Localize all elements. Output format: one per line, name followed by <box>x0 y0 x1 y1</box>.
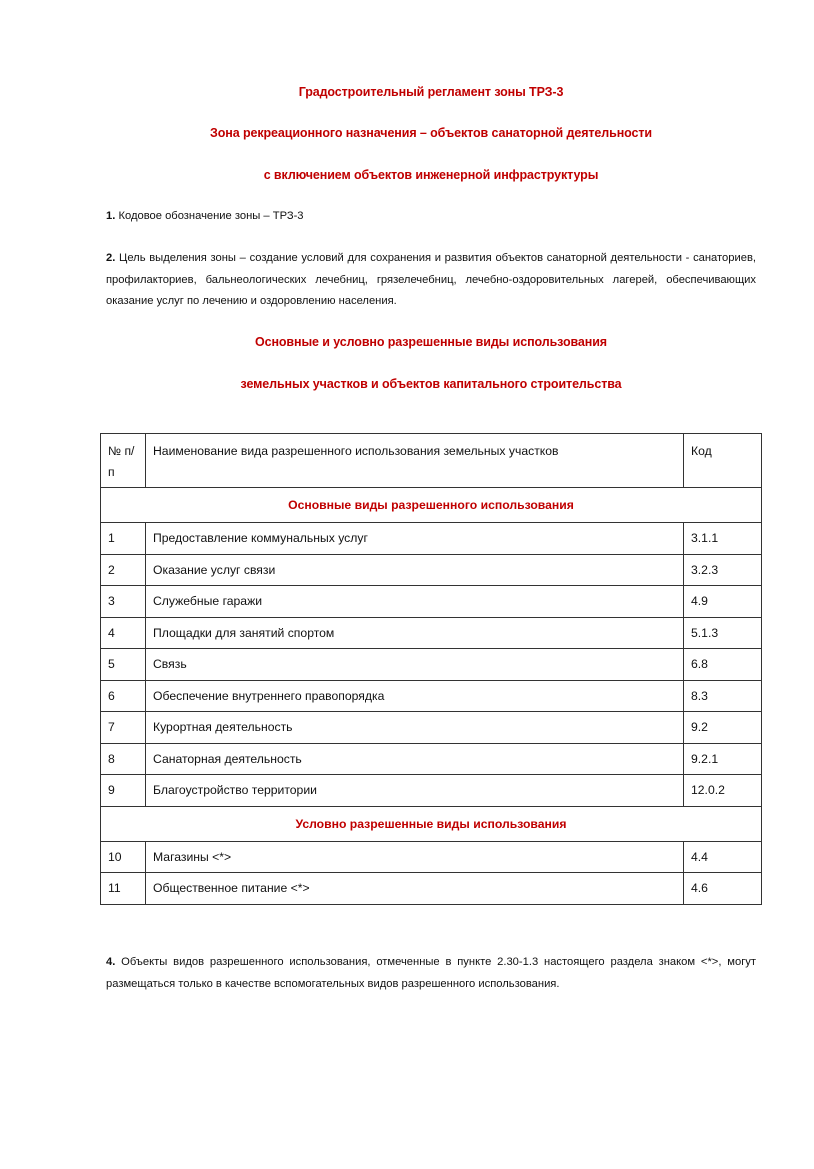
row-num: 3 <box>101 586 146 618</box>
row-name: Санаторная деятельность <box>146 743 684 775</box>
row-name: Курортная деятельность <box>146 712 684 744</box>
paragraph-1-number: 1. <box>106 210 116 222</box>
row-num: 10 <box>101 841 146 873</box>
row-code: 4.9 <box>684 586 762 618</box>
paragraph-4 <box>106 952 756 995</box>
row-name: Благоустройство территории <box>146 775 684 807</box>
table-row <box>101 586 762 618</box>
row-code: 9.2.1 <box>684 743 762 775</box>
header-code: Код <box>684 434 762 488</box>
row-num: 5 <box>101 649 146 681</box>
row-name: Магазины <*> <box>146 841 684 873</box>
section-row-conditional <box>101 806 762 841</box>
header-num: № п/п <box>101 434 146 488</box>
row-name: Служебные гаражи <box>146 586 684 618</box>
land-use-table <box>100 433 762 905</box>
row-num: 8 <box>101 743 146 775</box>
document-subtitle-line1: Зона рекреационного назначения – объектов санаторной деятельности <box>210 126 652 140</box>
paragraph-1-text: Кодовое обозначение зоны – ТРЗ-3 <box>115 210 304 222</box>
table-row <box>101 873 762 905</box>
row-num: 9 <box>101 775 146 807</box>
row-num: 1 <box>101 523 146 555</box>
table-row <box>101 649 762 681</box>
paragraph-2 <box>106 248 756 313</box>
paragraph-1 <box>106 206 756 228</box>
row-code: 9.2 <box>684 712 762 744</box>
row-name: Общественное питание <*> <box>146 873 684 905</box>
section-conditional-label: Условно разрешенные виды использования <box>101 806 762 841</box>
section-heading-line1: Основные и условно разрешенные виды использования <box>254 335 608 349</box>
paragraph-2-number: 2. <box>106 252 116 264</box>
table-row <box>101 617 762 649</box>
paragraph-4-text: Объекты видов разрешенного использования, отмеченные в пункте 2.30-1.3 настоящего раздела знаком <*>, могут размещаться только в качестве вспомогательных видов разрешенного использования. <box>106 956 756 990</box>
row-name: Площадки для занятий спортом <box>146 617 684 649</box>
row-code: 4.4 <box>684 841 762 873</box>
section-row-main <box>101 488 762 523</box>
row-name: Оказание услуг связи <box>146 554 684 586</box>
row-name: Обеспечение внутреннего правопорядка <box>146 680 684 712</box>
table-row <box>101 775 762 807</box>
document-title: Градостроительный регламент зоны ТРЗ-3 <box>298 85 564 99</box>
row-code: 5.1.3 <box>684 617 762 649</box>
row-code: 6.8 <box>684 649 762 681</box>
table-row <box>101 554 762 586</box>
row-code: 12.0.2 <box>684 775 762 807</box>
header-name: Наименование вида разрешенного использования земельных участков <box>146 434 684 488</box>
table-row <box>101 743 762 775</box>
section-main-label: Основные виды разрешенного использования <box>101 488 762 523</box>
row-code: 3.2.3 <box>684 554 762 586</box>
row-num: 2 <box>101 554 146 586</box>
table-row <box>101 712 762 744</box>
row-num: 11 <box>101 873 146 905</box>
row-name: Предоставление коммунальных услуг <box>146 523 684 555</box>
table-row <box>101 841 762 873</box>
row-code: 4.6 <box>684 873 762 905</box>
table-row <box>101 523 762 555</box>
row-name: Связь <box>146 649 684 681</box>
row-code: 8.3 <box>684 680 762 712</box>
section-heading-line2: земельных участков и объектов капитального строительства <box>240 377 622 391</box>
document-subtitle-line2: с включением объектов инженерной инфраструктуры <box>263 168 599 182</box>
row-num: 4 <box>101 617 146 649</box>
table-row <box>101 680 762 712</box>
paragraph-2-text: Цель выделения зоны – создание условий для сохранения и развития объектов санаторной деятельности - санаториев, профилакториев, бальнеологических лечебниц, грязелечебниц, лечебно-оздоровительных лагерей, обеспечивающих оказание услуг по лечению и оздоровлению населения. <box>106 252 756 307</box>
table-header-row <box>101 434 762 488</box>
row-num: 6 <box>101 680 146 712</box>
row-code: 3.1.1 <box>684 523 762 555</box>
row-num: 7 <box>101 712 146 744</box>
paragraph-4-number: 4. <box>106 956 116 968</box>
